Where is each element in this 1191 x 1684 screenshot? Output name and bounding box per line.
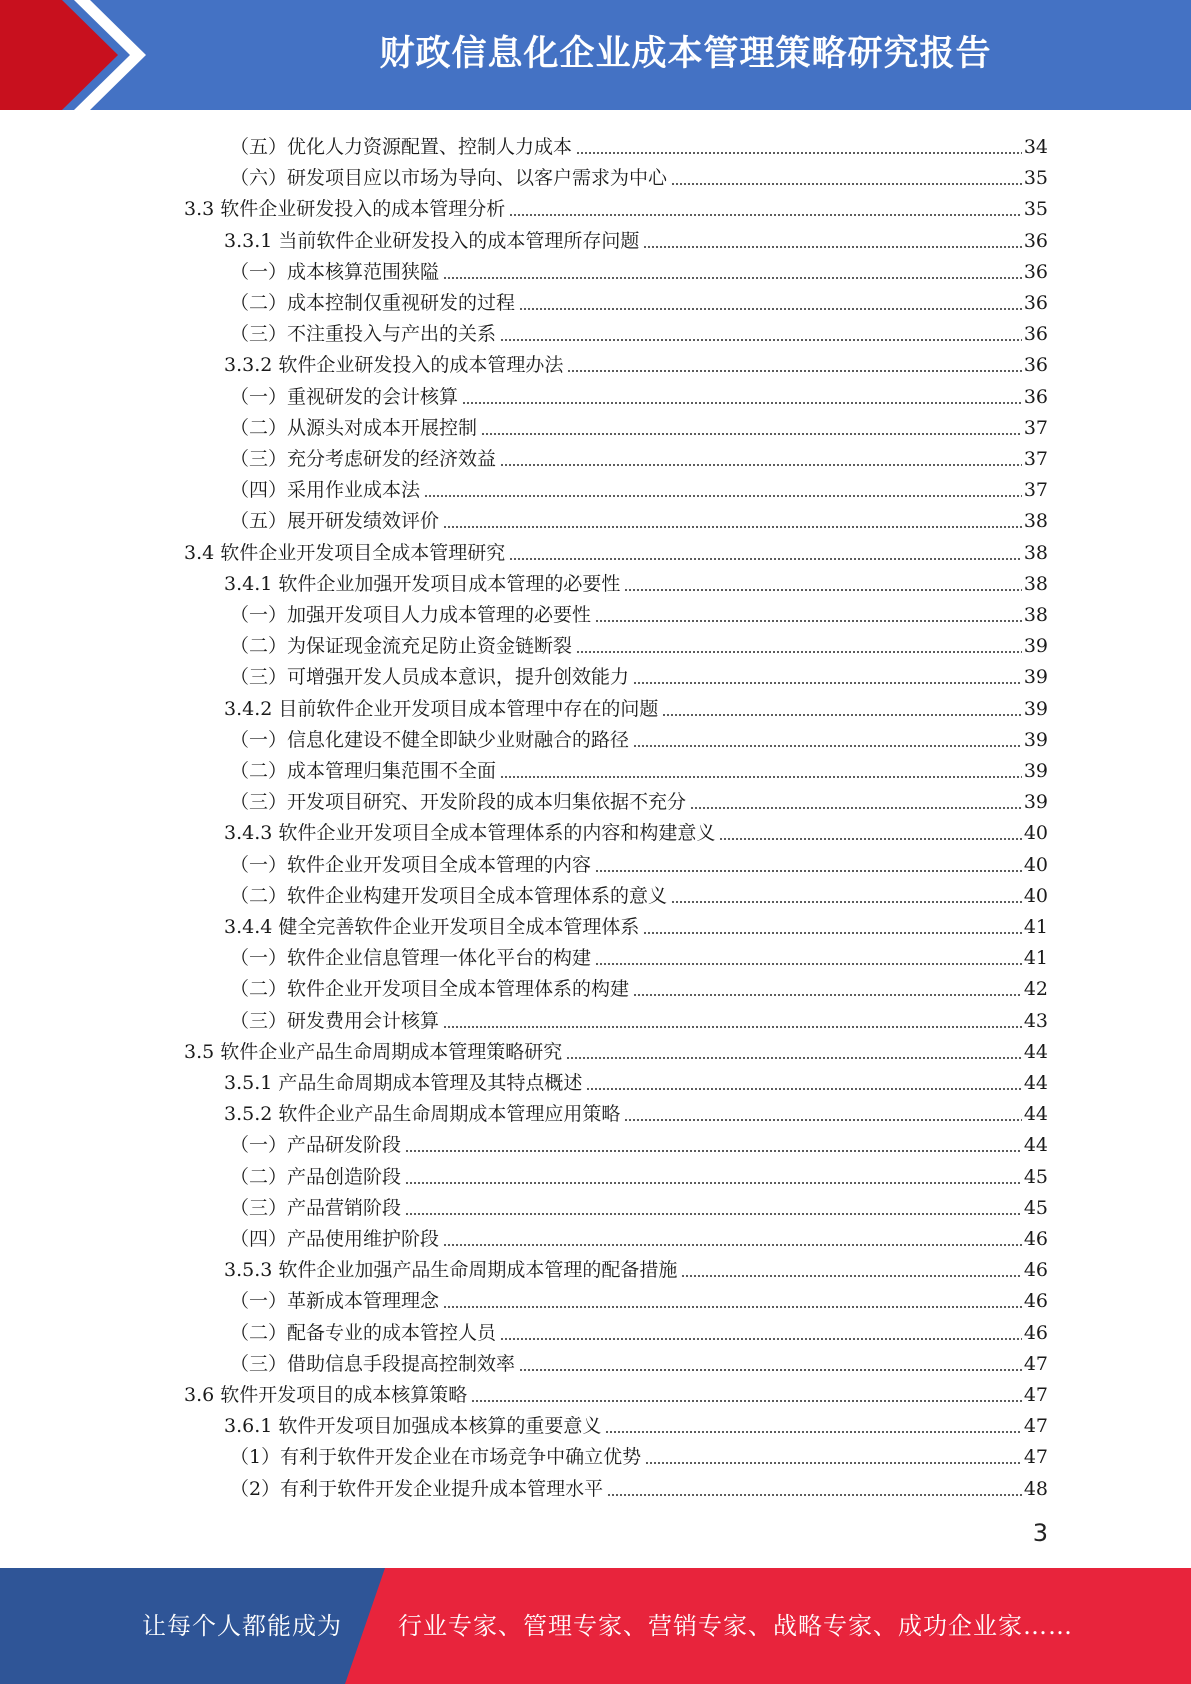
toc-dot-leader (443, 526, 1022, 528)
toc-entry-title: （三）不注重投入与产出的关系 (230, 323, 497, 346)
toc-dot-leader (500, 339, 1022, 341)
toc-entry-title: 3.6 软件开发项目的成本核算策略 (184, 1384, 468, 1406)
toc-entry-page: 48 (1023, 1477, 1048, 1500)
toc-dot-leader (567, 370, 1021, 372)
toc-entry[interactable] (230, 252, 1048, 283)
toc-entry[interactable] (224, 689, 1048, 720)
toc-entry-page: 38 (1023, 541, 1048, 564)
toc-entry-title: （一）成本核算范围狭隘 (230, 260, 440, 283)
toc-dot-leader (519, 308, 1022, 310)
toc-dot-leader (576, 152, 1022, 154)
toc-entry[interactable] (230, 127, 1048, 158)
toc-entry[interactable] (230, 1157, 1048, 1188)
toc-entry-page: 35 (1023, 198, 1048, 221)
toc-dot-leader (662, 714, 1021, 716)
toc-entry-page: 44 (1023, 1040, 1048, 1063)
toc-entry-page: 36 (1023, 260, 1048, 283)
toc-dot-leader (595, 963, 1022, 965)
toc-dot-leader (595, 620, 1022, 622)
toc-entry-page: 35 (1023, 167, 1048, 190)
toc-entry[interactable] (230, 158, 1048, 189)
toc-dot-leader (405, 1213, 1022, 1215)
toc-dot-leader (462, 402, 1022, 404)
toc-entry[interactable] (184, 1375, 1048, 1406)
toc-entry[interactable] (230, 876, 1048, 907)
toc-dot-leader (500, 1338, 1022, 1340)
toc-entry[interactable] (184, 533, 1048, 564)
toc-entry-title: （三）产品营销阶段 (230, 1196, 402, 1219)
toc-entry-page: 47 (1023, 1415, 1048, 1438)
toc-entry-page: 47 (1023, 1446, 1048, 1469)
toc-dot-leader (566, 1057, 1022, 1059)
toc-entry[interactable] (230, 501, 1048, 532)
toc-entry-page: 45 (1023, 1165, 1048, 1188)
toc-dot-leader (671, 183, 1022, 185)
toc-entry-title: （五）优化人力资源配置、控制人力成本 (230, 136, 573, 158)
toc-entry[interactable] (224, 345, 1048, 376)
toc-entry-page: 45 (1023, 1196, 1048, 1219)
toc-dot-leader (690, 807, 1022, 809)
toc-entry-title: （二）从源头对成本开展控制 (230, 416, 478, 439)
toc-entry[interactable] (230, 1125, 1048, 1156)
toc-entry-title: 3.4.3 软件企业开发项目全成本管理体系的内容和构建意义 (224, 822, 716, 845)
toc-entry-page: 46 (1023, 1259, 1048, 1282)
toc-dot-leader (633, 994, 1022, 996)
toc-entry[interactable] (230, 845, 1048, 876)
toc-entry-page: 44 (1023, 1134, 1048, 1157)
toc-entry[interactable] (230, 751, 1048, 782)
toc-entry-title: 3.3.2 软件企业研发投入的成本管理办法 (224, 354, 564, 377)
toc-entry-title: 3.3.1 当前软件企业研发投入的成本管理所存问题 (224, 229, 640, 252)
toc-entry-title: （六）研发项目应以市场为导向、以客户需求为中心 (230, 167, 668, 190)
toc-entry-title: （二）成本控制仅重视研发的过程 (230, 292, 516, 314)
document-title: 财政信息化企业成本管理策略研究报告 (379, 34, 992, 74)
toc-dot-leader (633, 682, 1022, 684)
toc-entry-title: （一）重视研发的会计核算 (230, 385, 459, 408)
toc-entry-title: （一）革新成本管理理念 (230, 1290, 440, 1313)
toc-entry[interactable] (224, 1094, 1048, 1125)
toc-entry-page: 39 (1023, 635, 1048, 658)
toc-entry-title: （二）成本管理归集范围不全面 (230, 760, 497, 782)
toc-entry[interactable] (230, 1219, 1048, 1250)
toc-dot-leader (443, 1026, 1022, 1028)
toc-entry-title: 3.5.2 软件企业产品生命周期成本管理应用策略 (224, 1103, 621, 1126)
toc-dot-leader (405, 1150, 1022, 1152)
toc-entry-page: 44 (1023, 1103, 1048, 1126)
toc-entry[interactable] (230, 1281, 1048, 1312)
footer-slogan-right: 行业专家、管理专家、营销专家、战略专家、成功企业家…… (398, 1612, 1073, 1640)
toc-entry[interactable] (230, 283, 1048, 314)
toc-dot-leader (405, 1182, 1022, 1184)
toc-dot-leader (643, 246, 1021, 248)
toc-entry[interactable] (230, 657, 1048, 688)
toc-entry-page: 39 (1023, 697, 1048, 720)
toc-entry-page: 34 (1023, 136, 1048, 158)
footer-band (0, 1568, 1191, 1684)
toc-entry[interactable] (230, 377, 1048, 408)
toc-entry[interactable] (224, 1406, 1048, 1437)
toc-dot-leader (576, 651, 1022, 653)
toc-dot-leader (443, 1306, 1022, 1308)
toc-entry-page: 44 (1023, 1072, 1048, 1094)
toc-entry-title: 3.4.1 软件企业加强开发项目成本管理的必要性 (224, 572, 621, 595)
toc-entry-page: 37 (1023, 448, 1048, 470)
toc-entry[interactable] (230, 720, 1048, 751)
toc-dot-leader (471, 1400, 1022, 1402)
toc-entry-page: 39 (1023, 791, 1048, 814)
toc-dot-leader (443, 1244, 1022, 1246)
toc-entry-page: 36 (1023, 292, 1048, 314)
toc-entry-title: （四）采用作业成本法 (230, 479, 421, 502)
toc-dot-leader (595, 870, 1022, 872)
toc-entry-title: （二）产品创造阶段 (230, 1165, 402, 1188)
toc-entry-title: （三）研发费用会计核算 (230, 1009, 440, 1032)
toc-entry[interactable] (224, 1250, 1048, 1281)
toc-entry-page: 37 (1023, 479, 1048, 502)
toc-entry-title: 3.6.1 软件开发项目加强成本核算的重要意义 (224, 1415, 602, 1438)
toc-entry-page: 38 (1023, 510, 1048, 533)
toc-dot-leader (624, 1119, 1021, 1121)
toc-entry-page: 36 (1023, 229, 1048, 252)
toc-entry-page: 46 (1023, 1321, 1048, 1344)
toc-entry-page: 37 (1023, 416, 1048, 439)
toc-entry[interactable] (224, 813, 1048, 844)
page-number: 3 (1032, 1519, 1048, 1547)
toc-dot-leader (500, 776, 1022, 778)
toc-entry-page: 41 (1023, 947, 1048, 970)
toc-entry-title: （二）配备专业的成本管控人员 (230, 1321, 497, 1344)
toc-entry-title: （三）开发项目研究、开发阶段的成本归集依据不充分 (230, 791, 687, 814)
toc-dot-leader (624, 589, 1021, 591)
toc-entry[interactable] (230, 470, 1048, 501)
toc-dot-leader (633, 745, 1022, 747)
toc-entry-page: 40 (1023, 822, 1048, 845)
toc-entry[interactable] (230, 1001, 1048, 1032)
toc-entry-page: 43 (1023, 1009, 1048, 1032)
toc-entry-title: （三）借助信息手段提高控制效率 (230, 1352, 516, 1375)
toc-dot-leader (481, 433, 1022, 435)
toc-entry-title: （一）加强开发项目人力成本管理的必要性 (230, 604, 592, 626)
toc-entry[interactable] (230, 782, 1048, 813)
toc-entry-title: （二）为保证现金流充足防止资金链断裂 (230, 635, 573, 658)
toc-entry-page: 46 (1023, 1228, 1048, 1250)
toc-entry[interactable] (230, 1469, 1048, 1500)
toc-entry[interactable] (184, 189, 1048, 220)
toc-entry-title: （一）信息化建设不健全即缺少业财融合的路径 (230, 728, 630, 751)
toc-entry-page: 38 (1023, 604, 1048, 626)
toc-entry-title: （三）充分考虑研发的经济效益 (230, 448, 497, 470)
toc-dot-leader (509, 214, 1022, 216)
toc-entry-page: 46 (1023, 1290, 1048, 1313)
toc-entry[interactable] (230, 1437, 1048, 1468)
toc-dot-leader (424, 495, 1022, 497)
toc-entry[interactable] (224, 564, 1048, 595)
toc-dot-leader (607, 1494, 1022, 1496)
toc-entry-page: 42 (1023, 978, 1048, 1001)
toc-entry[interactable] (230, 1344, 1048, 1375)
toc-dot-leader (519, 1369, 1022, 1371)
toc-entry-title: （一）软件企业开发项目全成本管理的内容 (230, 853, 592, 876)
red-arrow-icon (0, 0, 150, 110)
toc-entry-title: 3.5.3 软件企业加强产品生命周期成本管理的配备措施 (224, 1259, 678, 1282)
toc-entry-page: 39 (1023, 760, 1048, 782)
toc-entry-title: 3.5.1 产品生命周期成本管理及其特点概述 (224, 1072, 583, 1094)
toc-entry-title: 3.5 软件企业产品生命周期成本管理策略研究 (184, 1040, 563, 1063)
toc-entry-title: 3.4 软件企业开发项目全成本管理研究 (184, 541, 506, 564)
toc-entry-title: （三）可增强开发人员成本意识，提升创效能力 (230, 666, 630, 689)
toc-entry[interactable] (230, 1313, 1048, 1344)
toc-entry-title: （一）产品研发阶段 (230, 1134, 402, 1157)
toc-dot-leader (645, 1462, 1022, 1464)
toc-dot-leader (643, 932, 1021, 934)
header-band (0, 0, 1191, 110)
toc-entry-title: 3.4.2 目前软件企业开发项目成本管理中存在的问题 (224, 697, 659, 720)
toc-dot-leader (605, 1431, 1021, 1433)
toc-entry-title: （四）产品使用维护阶段 (230, 1228, 440, 1250)
toc-entry[interactable] (230, 1188, 1048, 1219)
toc-entry[interactable] (230, 439, 1048, 470)
toc-entry[interactable] (230, 938, 1048, 969)
toc-entry[interactable] (230, 626, 1048, 657)
toc-entry-page: 40 (1023, 853, 1048, 876)
toc-dot-leader (681, 1275, 1021, 1277)
toc-dot-leader (509, 558, 1022, 560)
toc-entry-page: 36 (1023, 323, 1048, 346)
toc-entry-title: （五）展开研发绩效评价 (230, 510, 440, 533)
toc-entry-title: （二）软件企业构建开发项目全成本管理体系的意义 (230, 884, 668, 907)
toc-dot-leader (671, 901, 1022, 903)
toc-dot-leader (500, 464, 1022, 466)
toc-dot-leader (443, 277, 1022, 279)
toc-dot-leader (719, 838, 1021, 840)
toc-entry-page: 47 (1023, 1352, 1048, 1375)
toc-dot-leader (586, 1088, 1021, 1090)
toc-entry[interactable] (230, 969, 1048, 1000)
footer-slogan-left: 让每个人都能成为 (142, 1612, 342, 1640)
toc-entry-title: 3.4.4 健全完善软件企业开发项目全成本管理体系 (224, 916, 640, 938)
toc-entry-page: 36 (1023, 385, 1048, 408)
toc-entry-title: 3.3 软件企业研发投入的成本管理分析 (184, 198, 506, 221)
toc-entry-title: （1）有利于软件开发企业在市场竞争中确立优势 (230, 1446, 642, 1469)
toc-entry[interactable] (230, 595, 1048, 626)
toc-entry[interactable] (224, 907, 1048, 938)
toc-entry[interactable] (184, 1032, 1048, 1063)
toc-entry[interactable] (230, 314, 1048, 345)
toc-entry-page: 41 (1023, 916, 1048, 938)
toc-entry[interactable] (230, 408, 1048, 439)
toc-entry-page: 39 (1023, 666, 1048, 689)
toc-entry-page: 38 (1023, 572, 1048, 595)
toc-entry-title: （一）软件企业信息管理一体化平台的构建 (230, 947, 592, 970)
toc-entry[interactable] (224, 221, 1048, 252)
toc-entry-title: （二）软件企业开发项目全成本管理体系的构建 (230, 978, 630, 1001)
toc-entry[interactable] (224, 1063, 1048, 1094)
toc-entry-page: 39 (1023, 728, 1048, 751)
toc-entry-title: （2）有利于软件开发企业提升成本管理水平 (230, 1477, 604, 1500)
toc-entry-page: 40 (1023, 884, 1048, 907)
toc-entry-page: 47 (1023, 1384, 1048, 1406)
toc-entry-page: 36 (1023, 354, 1048, 377)
